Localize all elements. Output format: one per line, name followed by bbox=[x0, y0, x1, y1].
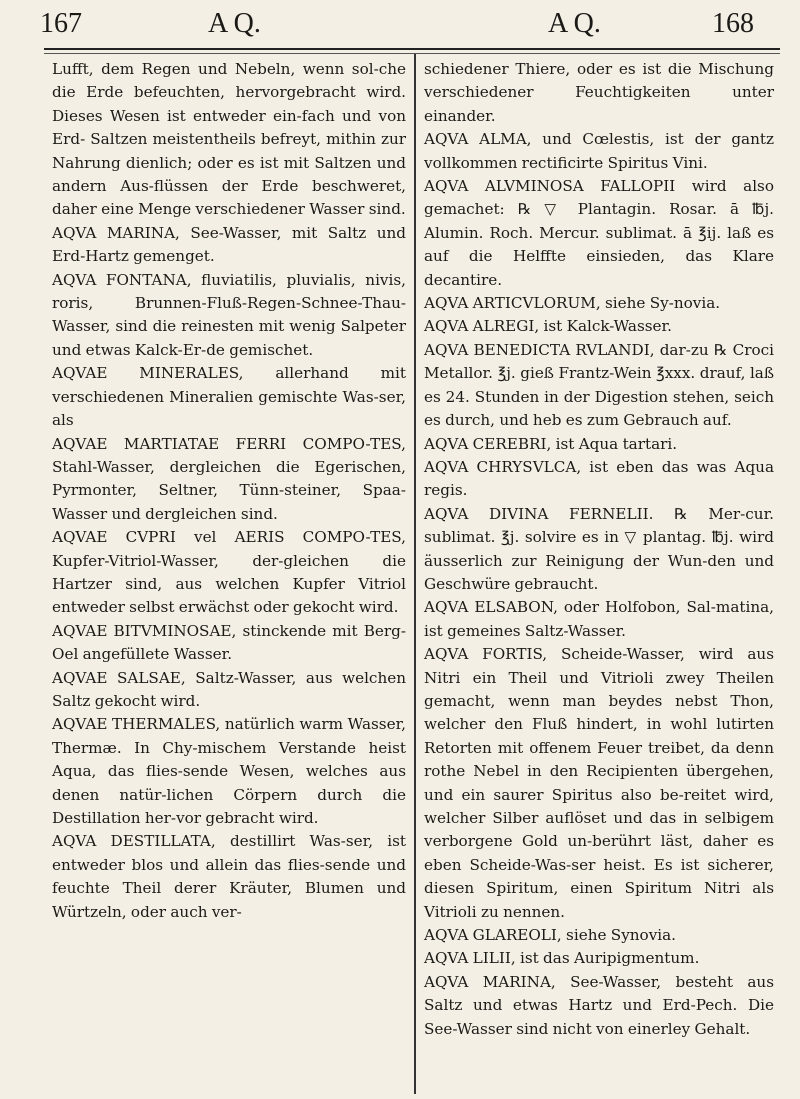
entry-aqua-elsabon: AQVA ELSABON, oder Holfobon, Sal-matina, ist gemeines Saltz-Wasser. bbox=[424, 598, 774, 640]
left-column bbox=[52, 58, 406, 924]
entry-aqua-marina-2: AQVA MARINA, See-Wasser, besteht aus Saltz und etwas Hartz und Erd-Pech. Die See-Wasser sind nicht von einerley Gehalt. bbox=[424, 972, 774, 1038]
column-divider bbox=[414, 54, 416, 1094]
running-head-left: A Q. bbox=[208, 8, 261, 39]
page-number-left: 167 bbox=[40, 8, 82, 39]
entry-aqua-fortis: AQVA FORTIS, Scheide-Wasser, wird aus Nitri ein Theil und Vitrioli zwey Theilen gemacht, wenn man beydes nebst Thon, welcher den Fluß hindert, in wohl lutirten Retorten mit offenem Feuer treibet, da denn rothe Nebel in den Recipienten übergehen, und ein saurer Spiritus also be-reitet wird, welcher Silber auflöset und das in selbigem verborgene Gold un-berührt läst, daher es eben Scheide-Was-ser heist. Es ist sicherer, diesen Spiritum, einen Spiritum Nitri als Vitrioli zu nennen. bbox=[424, 645, 774, 921]
entry-aqua-cerebri: AQVA CEREBRI, ist Aqua tartari. bbox=[424, 434, 678, 453]
entry-aqua-fontana: AQVA FONTANA, fluviatilis, pluvialis, nivis, roris, Brunnen-Fluß-Regen-Schnee-Thau-Wasser, sind die reinesten mit wenig Salpeter und etwas Kalck-Er-de gemischet. bbox=[52, 270, 406, 359]
entry-aqua-glareoli: AQVA GLAREOLI, siehe Synovia. bbox=[424, 926, 677, 945]
entry-aqua-alma: AQVA ALMA, und Cœlestis, ist der gantz vollkommen rectificirte Spiritus Vini. bbox=[424, 130, 774, 172]
entry-aquae-thermales: AQVAE THERMALES, natürlich warm Wasser, Thermæ. In Chy-mischem Verstande heist Aqua, das flies-sende Wesen, welches aus denen natür-lichen Cörpern durch die Destillation her-vor gebracht wird. bbox=[52, 715, 406, 827]
entry-aquae-martiatae: AQVAE MARTIATAE FERRI COMPO-TES, Stahl-Wasser, dergleichen die Egerischen, Pyrmonter, Seltner, Tünn-steiner, Spaa-Wasser und dergleichen sind. bbox=[52, 434, 406, 523]
right-column bbox=[424, 58, 774, 1041]
entry-aquae-bituminosae: AQVAE BITVMINOSAE, stinckende mit Berg-Oel angefüllete Wasser. bbox=[52, 621, 406, 664]
entry-aqua-benedicta: AQVA BENEDICTA RVLANDI, dar-zu ℞ Croci Metallor. ℥j. gieß Frantz-Wein ℥xxx. drauf, laß es 24. Stunden in der Digestion stehen, seich es durch, und heb es zum Gebrauch auf. bbox=[424, 340, 774, 430]
running-head-right: A Q. bbox=[548, 8, 601, 39]
entry-continuation: schiedener Thiere, oder es ist die Mischung verschiedener Feuchtigkeiten unter einander. bbox=[424, 60, 774, 125]
header-rule bbox=[44, 48, 780, 50]
page-header bbox=[0, 6, 800, 46]
header-rule-thin bbox=[44, 53, 780, 54]
entry-aquae-minerales: AQVAE MINERALES, allerhand mit verschiedenen Mineralien gemischte Was-ser, als bbox=[52, 364, 406, 430]
entry-aquae-cupri: AQVAE CVPRI vel AERIS COMPO-TES, Kupfer-Vitriol-Wasser, der-gleichen die Hartzer sind, aus welchen Kupfer Vitriol entweder selbst erwächst oder gekocht wird. bbox=[52, 528, 406, 617]
entry-aqua-aluminosa: AQVA ALVMINOSA FALLOPII wird also gemachet: ℞ ▽ Plantagin. Rosar. ā ℔j. Alumin. Roch. Mercur. sublimat. ā ℥ij. laß es auf die Helffte einsieden, das Klare decantire. bbox=[424, 177, 774, 289]
entry-aqua-divina: AQVA DIVINA FERNELII. ℞ Mer-cur. sublimat. ℥j. solvire es in ▽ plantag. ℔j. wird äusserlich zur Reinigung der Wun-den und Geschwüre gebraucht. bbox=[424, 504, 774, 593]
entry-aqua-lilii: AQVA LILII, ist das Auripigmentum. bbox=[424, 949, 700, 968]
entry-aqua-chrysulca: AQVA CHRYSVLCA, ist eben das was Aqua regis. bbox=[424, 457, 774, 500]
entry-aqua-alregi: AQVA ALREGI, ist Kalck-Wasser. bbox=[424, 317, 672, 336]
entry-aqua-destillata: AQVA DESTILLATA, destillirt Was-ser, ist entweder blos und allein das flies-sende und feuchte Theil derer Kräuter, Blumen und Würtzeln, oder auch ver- bbox=[52, 832, 406, 921]
entry-paragraph: Lufft, dem Regen und Nebeln, wenn sol-che die Erde befeuchten, hervorgebracht wird. Dieses Wesen ist entweder ein-fach und von Erd- Saltzen meistentheils befreyt, mithin zur Nahrung dienlich; oder es ist mit Saltzen und andern Aus-flüssen der Erde beschweret, daher eine Menge verschiedener Wasser sind. bbox=[52, 60, 406, 219]
entry-aquae-salsae: AQVAE SALSAE, Saltz-Wasser, aus welchen Saltz gekocht wird. bbox=[52, 668, 406, 710]
entry-aqua-articulorum: AQVA ARTICVLORUM, siehe Sy-novia. bbox=[424, 294, 721, 313]
entry-aqua-marina: AQVA MARINA, See-Wasser, mit Saltz und Erd-Hartz gemenget. bbox=[52, 223, 406, 266]
page-number-right: 168 bbox=[712, 8, 754, 39]
